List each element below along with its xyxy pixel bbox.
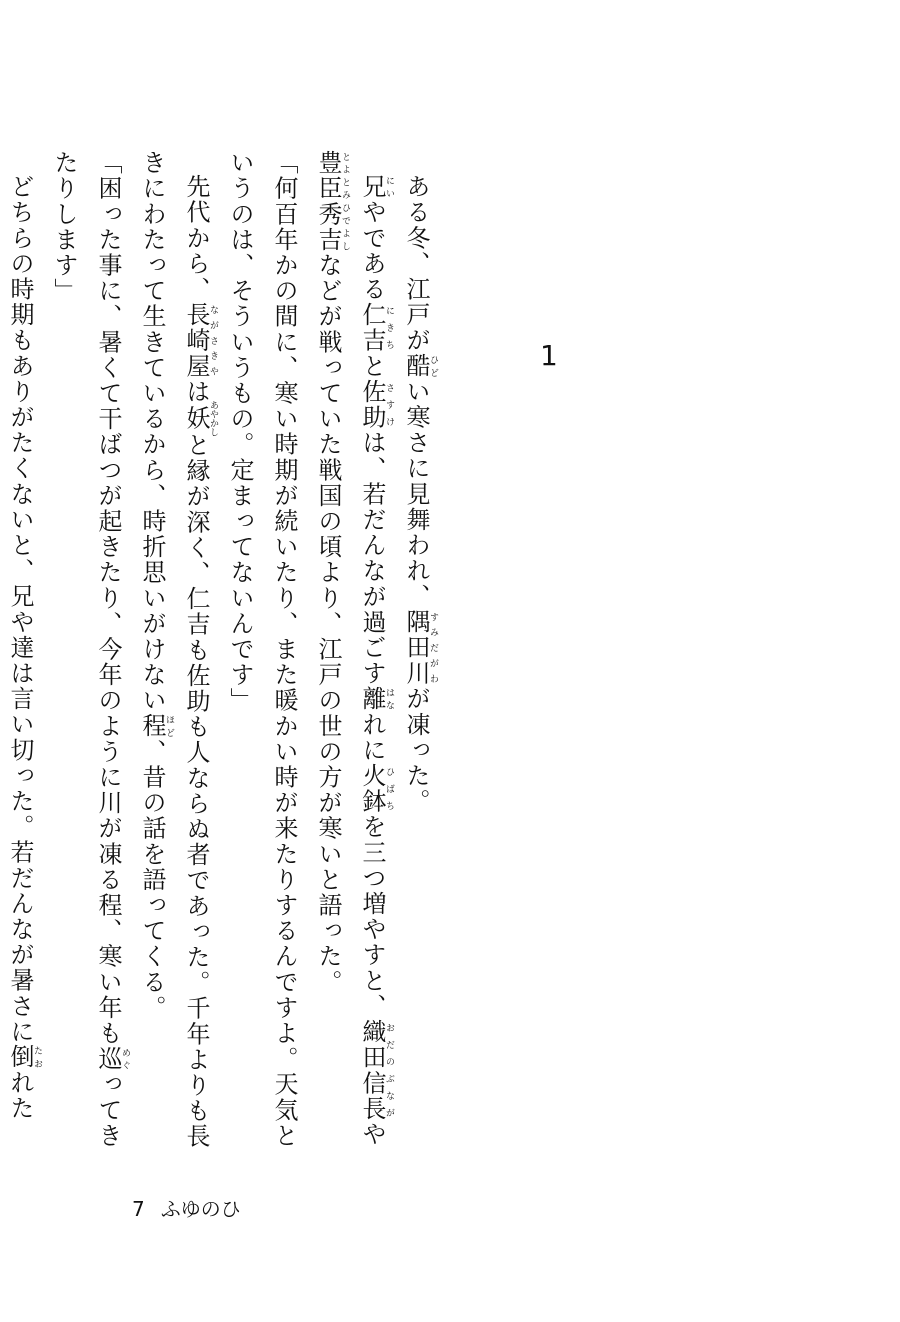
paragraph: [42, 150, 130, 1150]
ruby-word: [358, 1018, 394, 1122]
text-run: ある冬、江戸が: [402, 174, 430, 354]
furigana: あやかし: [208, 400, 218, 437]
text-run: 「何百年かの間に、寒い時期が続いたり、また暖かい時が来たりするんですよ。天気というのは、そういうもの。定まってないんです」: [226, 150, 298, 1149]
text-run: 、昔の話を語ってくる。: [138, 738, 166, 1021]
text-run: やである: [358, 199, 386, 303]
furigana: ながさきや: [208, 302, 218, 379]
ruby-base: 豊臣秀吉: [314, 150, 342, 253]
text-run: を三つ増やすと、: [358, 814, 386, 1019]
ruby-word: [182, 400, 218, 437]
furigana: とよとみひでよし: [340, 150, 350, 253]
ruby-word: [314, 150, 350, 253]
furigana: ほど: [164, 713, 174, 739]
text-run: と縁が深く、仁吉も佐助も人ならぬ者であった。千年よりも長きにわたって生きているから、時折思いがけない: [138, 150, 210, 1150]
ruby-word: [358, 378, 394, 431]
ruby-base: 仁吉: [358, 302, 386, 354]
furigana: めぐ: [120, 1046, 130, 1072]
ruby-word: [6, 1044, 42, 1071]
furigana: おだのぶなが: [384, 1018, 394, 1122]
furigana: さすけ: [384, 378, 394, 431]
text-run: ってきたりします」: [50, 150, 122, 1149]
text-run: れに: [358, 711, 386, 763]
ruby-word: [402, 353, 438, 379]
text-run: や: [358, 1121, 386, 1147]
paragraph: [0, 150, 42, 1150]
text-run: が凍った。: [402, 686, 430, 815]
text-run: どちらの時期もありがたくないと、兄や達は言い切った。若だんなが暑さに: [6, 174, 34, 1045]
ruby-base: 火鉢: [358, 762, 386, 815]
ruby-base: 倒: [6, 1044, 34, 1071]
ruby-base: 兄: [358, 174, 386, 200]
paragraph: [218, 150, 306, 1150]
ruby-word: [358, 762, 394, 815]
text-run: 「困った事に、暑くて干ばつが起きたり、今年のように川が凍る程、寒い年も: [94, 150, 122, 1046]
running-title: ふゆのひ: [160, 1197, 241, 1221]
ruby-base: 妖: [182, 400, 210, 437]
text-run: れた: [6, 1070, 34, 1122]
page-number: 7: [132, 1197, 145, 1221]
text-run: 先代から、: [182, 174, 210, 302]
furigana: ひど: [428, 353, 438, 379]
text-run: い寒さに見舞われ、: [402, 378, 430, 610]
furigana: にきち: [384, 302, 394, 354]
ruby-base: 長崎屋: [182, 302, 210, 379]
ruby-word: [402, 609, 438, 687]
text-run: は: [182, 378, 210, 405]
folio: [132, 1199, 241, 1219]
ruby-word: [138, 713, 174, 739]
paragraph: [306, 150, 394, 1150]
furigana: すみだがわ: [428, 609, 438, 687]
text-run: などが戦っていた戦国の頃より、江戸の世の方が寒いと語った。: [314, 252, 342, 995]
furigana: たお: [32, 1044, 42, 1070]
ruby-word: [358, 174, 394, 200]
furigana: ひばち: [384, 762, 394, 815]
ruby-word: [358, 686, 394, 712]
furigana: はな: [384, 686, 394, 712]
ruby-base: 巡: [94, 1046, 122, 1072]
paragraph: [394, 150, 438, 1150]
ruby-base: 佐助: [358, 378, 386, 431]
ruby-word: [182, 302, 218, 379]
text-run: と: [358, 353, 386, 379]
ruby-base: 織田信長: [358, 1018, 386, 1122]
text-run: は、若だんなが過ごす: [358, 430, 386, 687]
paragraph: [130, 150, 218, 1150]
chapter-number: 1: [540, 339, 558, 372]
ruby-base: 酷: [402, 353, 430, 379]
ruby-base: 隅田川: [402, 609, 430, 687]
ruby-word: [94, 1046, 130, 1072]
furigana: にい: [384, 174, 394, 200]
ruby-word: [358, 302, 394, 354]
ruby-base: 離: [358, 686, 386, 712]
body-text: [0, 150, 438, 1150]
ruby-base: 程: [138, 713, 166, 739]
